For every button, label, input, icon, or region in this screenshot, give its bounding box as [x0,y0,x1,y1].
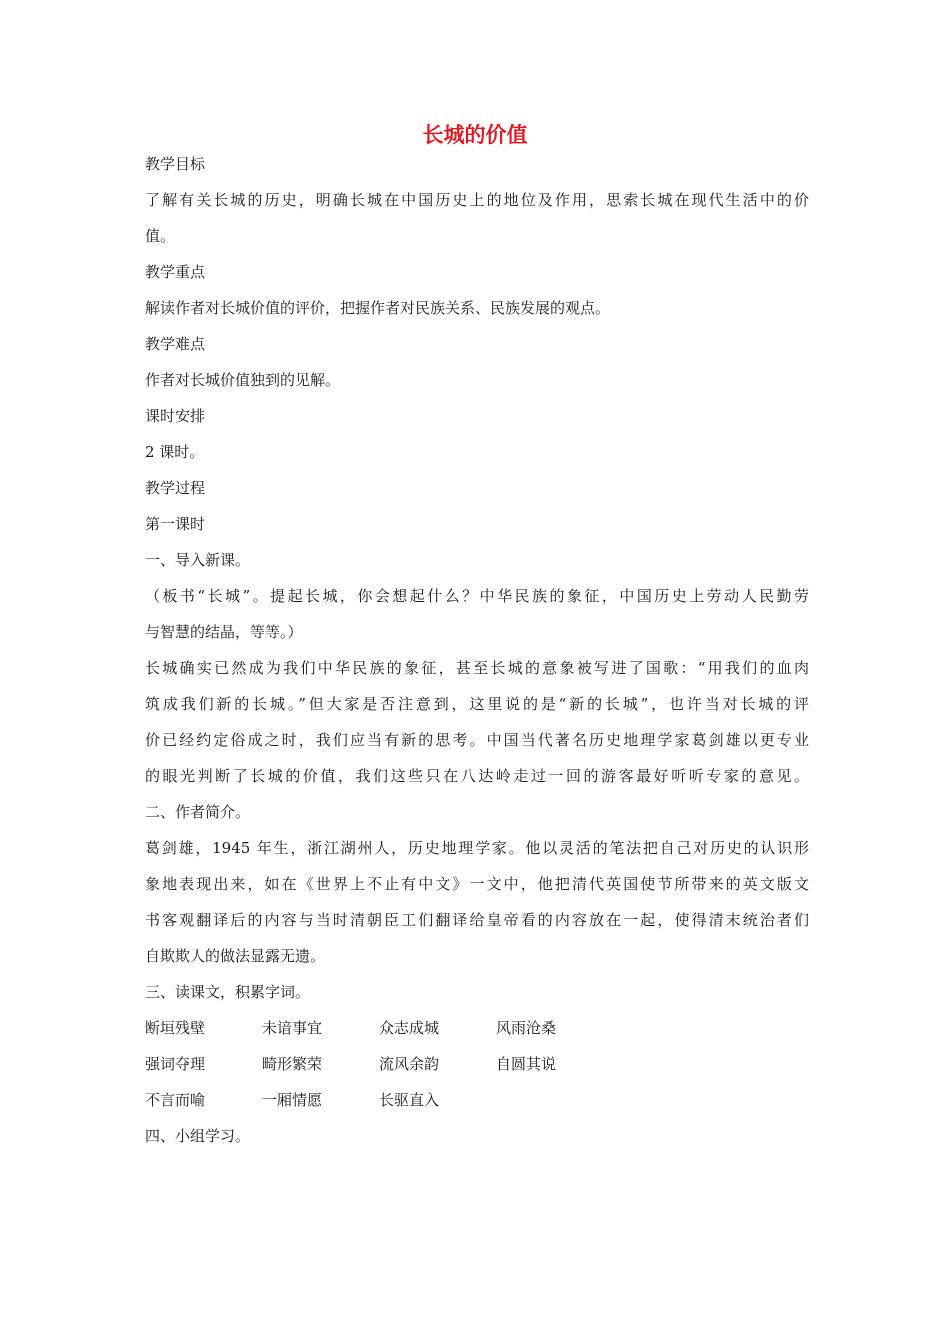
vocab-table [145,1010,809,1118]
vocab-word: 风雨沧桑 [496,1019,557,1037]
vocab-word: 未谙事宜 [262,1019,323,1037]
vocab-word: 断垣残壁 [145,1019,206,1037]
vocab-word: 强词夺理 [145,1055,206,1073]
vocab-word: 长驱直入 [379,1091,440,1109]
vocab-row [145,1010,809,1046]
text-line: 了解有关长城的历史，明确长城在中国历史上的地位及作用，思索长城在现代生活中的价 [145,191,809,209]
text-line: 课时安排 [145,407,206,425]
text-line: 自欺欺人的做法显露无遗。 [145,947,326,965]
text-line: 教学难点 [145,335,206,353]
text-line: 值。 [145,227,176,245]
vocab-row [145,1046,809,1082]
vocab-word: 流风余韵 [379,1055,440,1073]
text-line: 价已经约定俗成之时，我们应当有新的思考。中国当代著名历史地理学家葛剑雄以更专业 [145,731,809,749]
text-line: 解读作者对长城价值的评价，把握作者对民族关系、民族发展的观点。 [145,299,611,317]
text-line: （板书“长城”。提起长城，你会想起什么？中华民族的象征，中国历史上劳动人民勤劳 [145,587,809,605]
document-body [145,146,809,1154]
text-line: 第一课时 [145,515,206,533]
text-line: 2 课时。 [145,443,205,461]
vocab-row [145,1082,809,1118]
vocab-word: 一厢情愿 [262,1091,323,1109]
text-line: 二、作者简介。 [145,803,251,821]
text-lines [145,146,809,1010]
document-title: 长城的价值 [422,123,528,147]
text-line: 教学过程 [145,479,206,497]
text-line: 筑成我们新的长城。”但大家是否注意到，这里说的是“新的长城”，也许当对长城的评 [145,695,809,713]
text-line: 象地表现出来，如在《世界上不止有中文》一文中，他把清代英国使节所带来的英文版文 [145,875,809,893]
text-line: 书客观翻译后的内容与当时清朝臣工们翻译给皇帝看的内容放在一起，使得清末统治者们 [145,911,809,929]
text-line: 三、读课文，积累字词。 [145,983,311,1001]
section-heading-group-study: 四、小组学习。 [145,1127,251,1145]
text-line: 一、导入新课。 [145,551,251,569]
text-line: 教学目标 [145,155,206,173]
vocab-word: 众志成城 [379,1019,440,1037]
text-line: 葛剑雄，1945 年生，浙江湖州人，历史地理学家。他以灵活的笔法把自己对历史的认识形 [145,839,809,857]
vocab-word: 不言而喻 [145,1091,206,1109]
text-line: 作者对长城价值独到的见解。 [145,371,341,389]
vocab-word: 自圆其说 [496,1055,557,1073]
vocab-word: 畸形繁荣 [262,1055,323,1073]
text-line: 长城确实已然成为我们中华民族的象征，甚至长城的意象被写进了国歌：“用我们的血肉 [145,659,809,677]
text-line: 教学重点 [145,263,206,281]
text-line: 的眼光判断了长城的价值，我们这些只在八达岭走过一回的游客最好听听专家的意见。 [145,767,809,785]
text-line: 与智慧的结晶，等等。） [145,623,303,641]
